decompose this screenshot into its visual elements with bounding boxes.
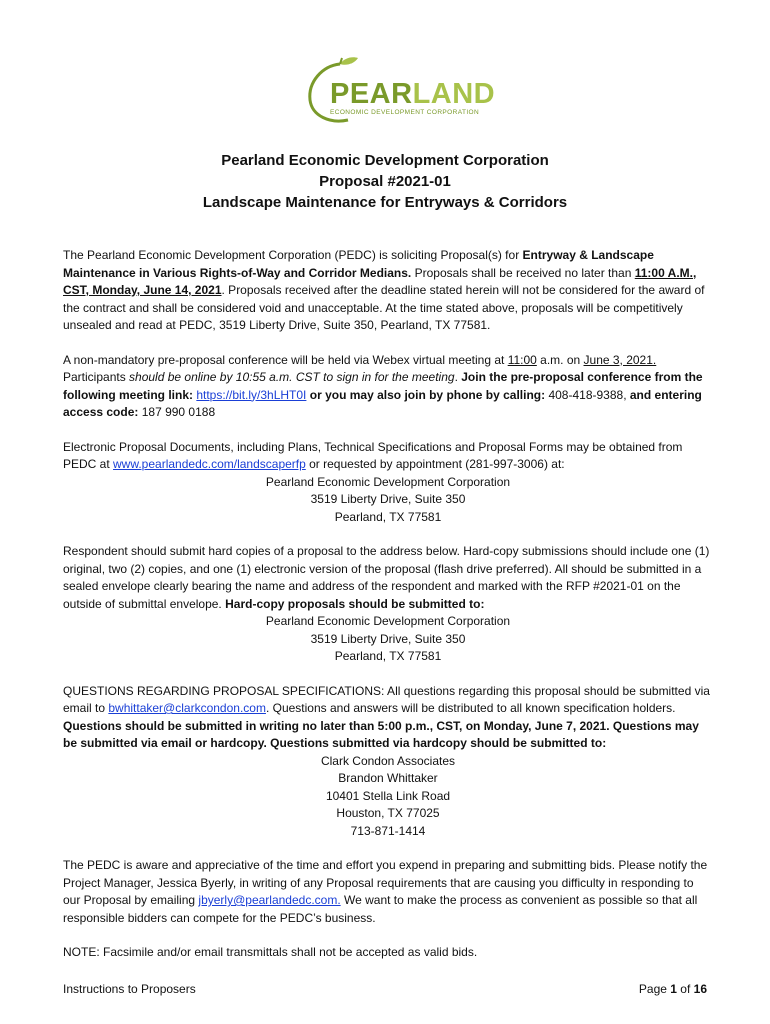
paragraph-conference: A non-mandatory pre-proposal conference will be held via Webex virtual meeting at 11:00 a.m. on June 3, 2021. Participants should be online by 10:55 a.m. CST to sign in for the meeting. Join the pre-proposal conference from the following meeting link: https://bit.ly/3hLHT0I or you may also join by phone by calling: 408-418-9388, and entering access code: 187 990 0188 (63, 352, 703, 419)
meeting-link[interactable]: https://bit.ly/3hLHT0I (196, 387, 307, 402)
logo-subtitle: ECONOMIC DEVELOPMENT CORPORATION (330, 109, 480, 116)
address-line: Pearland, TX 77581 (334, 649, 442, 663)
address-line: Pearland, TX 77581 (334, 509, 442, 524)
paragraph-solicitation: The Pearland Economic Development Corporation (PEDC) is soliciting Proposal(s) for Entryway & Landscape Maintenance in Various Rights-of-Way and Corridor Medians. Proposals shall be received no later than 11:00 A.M., CST, Monday, June 14, 2021. Proposals received after the deadline stated herein will not be considered for the award of the contract and shall be considered void and unacceptable. At the time stated above, proposals will be competitively unsealed and read at PEDC, 3519 Liberty Drive, Suite 350, Pearland, TX 77581. (63, 248, 705, 332)
address-line: Clark Condon Associates (320, 753, 456, 768)
document-body (63, 247, 713, 979)
address-line: 713-871-1414 (350, 823, 426, 838)
address-line: Pearland Economic Development Corporation (265, 614, 511, 628)
paragraph-documents: Electronic Proposal Documents, including Plans, Technical Specifications and Proposal Forms may be obtained from PEDC at www.pearlandedc.com/landscaperfp or requested by appointment (281-997-3006) at: Pearland Economic Development Corporation 3519 Liberty Drive, Suite 350 Pearland, TX 77581 (63, 439, 713, 527)
title-org: Pearland Economic Development Corporation (221, 152, 549, 169)
footer-doc-name: Instructions to Proposers (63, 982, 196, 996)
project-manager-email-link[interactable]: jbyerly@pearlandedc.com. (198, 893, 341, 907)
questions-email-link[interactable]: bwhittaker@clarkcondon.com (108, 701, 266, 715)
paragraph-questions: QUESTIONS REGARDING PROPOSAL SPECIFICATIONS: All questions regarding this proposal should be submitted via email to bwhittaker@clarkcondon.com. Questions and answers will be distributed to all known specification holders. Questions should be submitted in writing no later than 5:00 p.m., CST, on Monday, June 7, 2021. Questions may be submitted via email or hardcopy. Questions submitted via hardcopy should be submitted to: Clark Condon Associates Brandon Whittaker 10401 Stella Link Road Houston, TX 77025 713-871-1414 (63, 683, 713, 841)
address-line: Pearland Economic Development Corporation (265, 474, 511, 489)
address-line: 10401 Stella Link Road (325, 788, 451, 803)
address-line: Brandon Whittaker (338, 771, 438, 785)
address-line: 3519 Liberty Drive, Suite 350 (310, 492, 466, 506)
footer-page-number: Page 1 of 16 (638, 982, 707, 996)
title-project: Landscape Maintenance for Entryways & Corridors (202, 194, 568, 211)
address-line: Houston, TX 77025 (336, 806, 440, 820)
paragraph-appreciation: The PEDC is aware and appreciative of the time and effort you expend in preparing and submitting bids. Please notify the Project Manager, Jessica Byerly, in writing of any Proposal requirements that are causing you difficulty in responding to our Proposal by emailing jbyerly@pearlandedc.com. We want to make the process as convenient as possible so that all responsible bidders can compete for the PEDC’s business. (63, 858, 708, 925)
pearland-logo (300, 56, 496, 126)
document-title (0, 150, 770, 213)
rfp-website-link[interactable]: www.pearlandedc.com/landscaperfp (113, 457, 306, 471)
logo-wordmark: PEARLAND (330, 78, 496, 110)
title-proposal-number: Proposal #2021-01 (319, 173, 451, 190)
address-line: 3519 Liberty Drive, Suite 350 (310, 631, 466, 646)
paragraph-note: NOTE: Facsimile and/or email transmittals shall not be accepted as valid bids. (63, 945, 478, 959)
paragraph-submission: Respondent should submit hard copies of a proposal to the address below. Hard-copy submissions should include one (1) original, two (2) copies, and one (1) electronic version of the proposal (flash drive preferred). All should be submitted in a sealed envelope clearly bearing the name and address of the respondent and marked with the RFP #2021-01 on the outside of submittal envelope. Hard-copy proposals should be submitted to: Pearland Economic Development Corporation 3519 Liberty Drive, Suite 350 Pearland, TX 77581 (63, 543, 713, 666)
